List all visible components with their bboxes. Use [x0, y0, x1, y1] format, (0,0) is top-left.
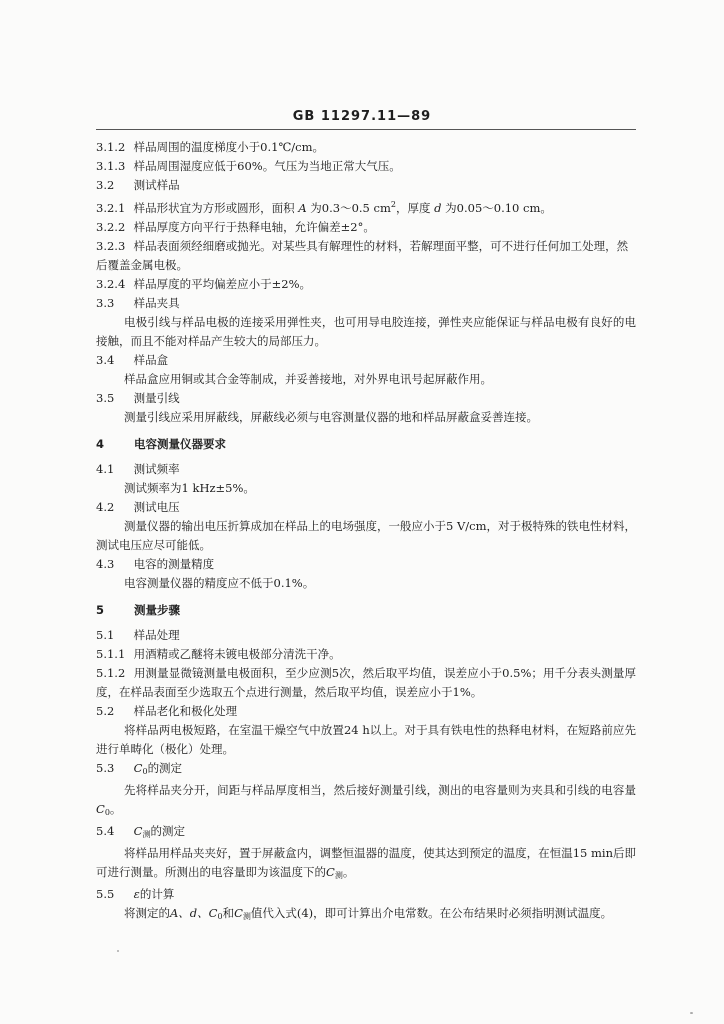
paragraph-4-2: 测量仪器的输出电压折算成加在样品上的电场强度，一般应小于5 V/cm，对于极特殊的铁电性材料，测试电压应尽可能低。: [96, 519, 636, 552]
clause-5-5: 5.5 ε的计算: [96, 887, 175, 901]
section-5-heading: 5 测量步骤: [96, 603, 181, 617]
clause-5-3: 5.3 $C_0$的测定: [96, 761, 183, 776]
clause-3-3: 3.3 样品夹具: [96, 296, 180, 310]
paragraph-3-3: 电极引线与样品电极的连接采用弹性夹，也可用导电胶连接，弹性夹应能保证与样品电极有良好的电接触，而且不能对样品产生较大的局部压力。: [96, 315, 636, 348]
paragraph-5-3: 先将样品夹分开，间距与样品厚度相当，然后接好测量引线，测出的电容量则为夹具和引线的电容量$C_0$。: [96, 783, 636, 817]
clause-5-1: 5.1 样品处理: [96, 628, 180, 642]
clause-3-2-1: 3.2.1 样品形状宜为方形或圆形，面积 A 为0.3～0.5 $cm^2$，厚度 d 为0.05～0.10 cm。: [96, 200, 552, 215]
paragraph-3-5: 测量引线应采用屏蔽线，屏蔽线必须与电容测量仪器的地和样品屏蔽盒妥善连接。: [124, 410, 538, 424]
clause-3-2: 3.2 测试样品: [96, 178, 180, 192]
standard-code-header: GB 11297.11—89: [292, 109, 432, 124]
clause-3-1-3: 3.1.3 样品周围湿度应低于60%。气压为当地正常大气压。: [96, 159, 401, 173]
clause-5-1-1: 5.1.1 用酒精或乙醚将未镀电极部分清洗干净。: [96, 647, 341, 661]
clause-4-1: 4.1 测试频率: [96, 462, 180, 476]
clause-3-1-2: 3.1.2 样品周围的温度梯度小于0.1℃/cm。: [96, 140, 325, 154]
paragraph-5-2: 将样品两电极短路，在室温干燥空气中放置24 h以上。对于具有铁电性的热释电材料，在短路前应先进行单畴化（极化）处理。: [96, 723, 636, 756]
section-4-heading: 4 电容测量仪器要求: [96, 437, 227, 451]
clause-3-5: 3.5 测量引线: [96, 391, 180, 405]
paragraph-4-3: 电容测量仪器的精度应不低于0.1%。: [124, 576, 315, 590]
document-body: [96, 138, 636, 926]
clause-4-2: 4.2 测试电压: [96, 500, 180, 514]
paragraph-3-4: 样品盒应用铜或其合金等制成，并妥善接地，对外界电讯号起屏蔽作用。: [124, 372, 492, 386]
clause-5-1-2: 5.1.2 用测量显微镜测量电极面积，至少应测5次，然后取平均值，误差应小于0.5%；用千分表头测量厚度，在样品表面至少选取五个点进行测量，然后取平均值，误差应小于1%。: [96, 666, 637, 699]
clause-5-4: 5.4 $C_测$的测定: [96, 824, 185, 839]
clause-5-2: 5.2 样品老化和极化处理: [96, 704, 238, 718]
scan-speck: [690, 1012, 693, 1014]
clause-4-3: 4.3 电容的测量精度: [96, 557, 215, 571]
clause-3-2-3: 3.2.3 样品表面须经细磨或抛光。对某些具有解理性的材料，若解理面平整，可不进行任何加工处理，然后覆盖金属电极。: [96, 239, 629, 272]
scan-speck: [117, 950, 119, 952]
header-rule: [96, 129, 636, 130]
clause-3-2-4: 3.2.4 样品厚度的平均偏差应小于±2%。: [96, 277, 312, 291]
paragraph-5-5: 将测定的A、d、$C_0$和$C_测$值代入式(4)，即可计算出介电常数。在公布结果时必须指明测试温度。: [124, 906, 613, 921]
clause-3-2-2: 3.2.2 样品厚度方向平行于热释电轴，允许偏差±2°。: [96, 220, 375, 234]
clause-3-4: 3.4 样品盒: [96, 353, 169, 367]
paragraph-5-4: 将样品用样品夹夹好，置于屏蔽盒内，调整恒温器的温度，使其达到预定的温度，在恒温15 min后即可进行测量。所测出的电容量即为该温度下的$C_测$。: [96, 846, 636, 880]
paragraph-4-1: 测试频率为1 kHz±5%。: [124, 481, 255, 495]
